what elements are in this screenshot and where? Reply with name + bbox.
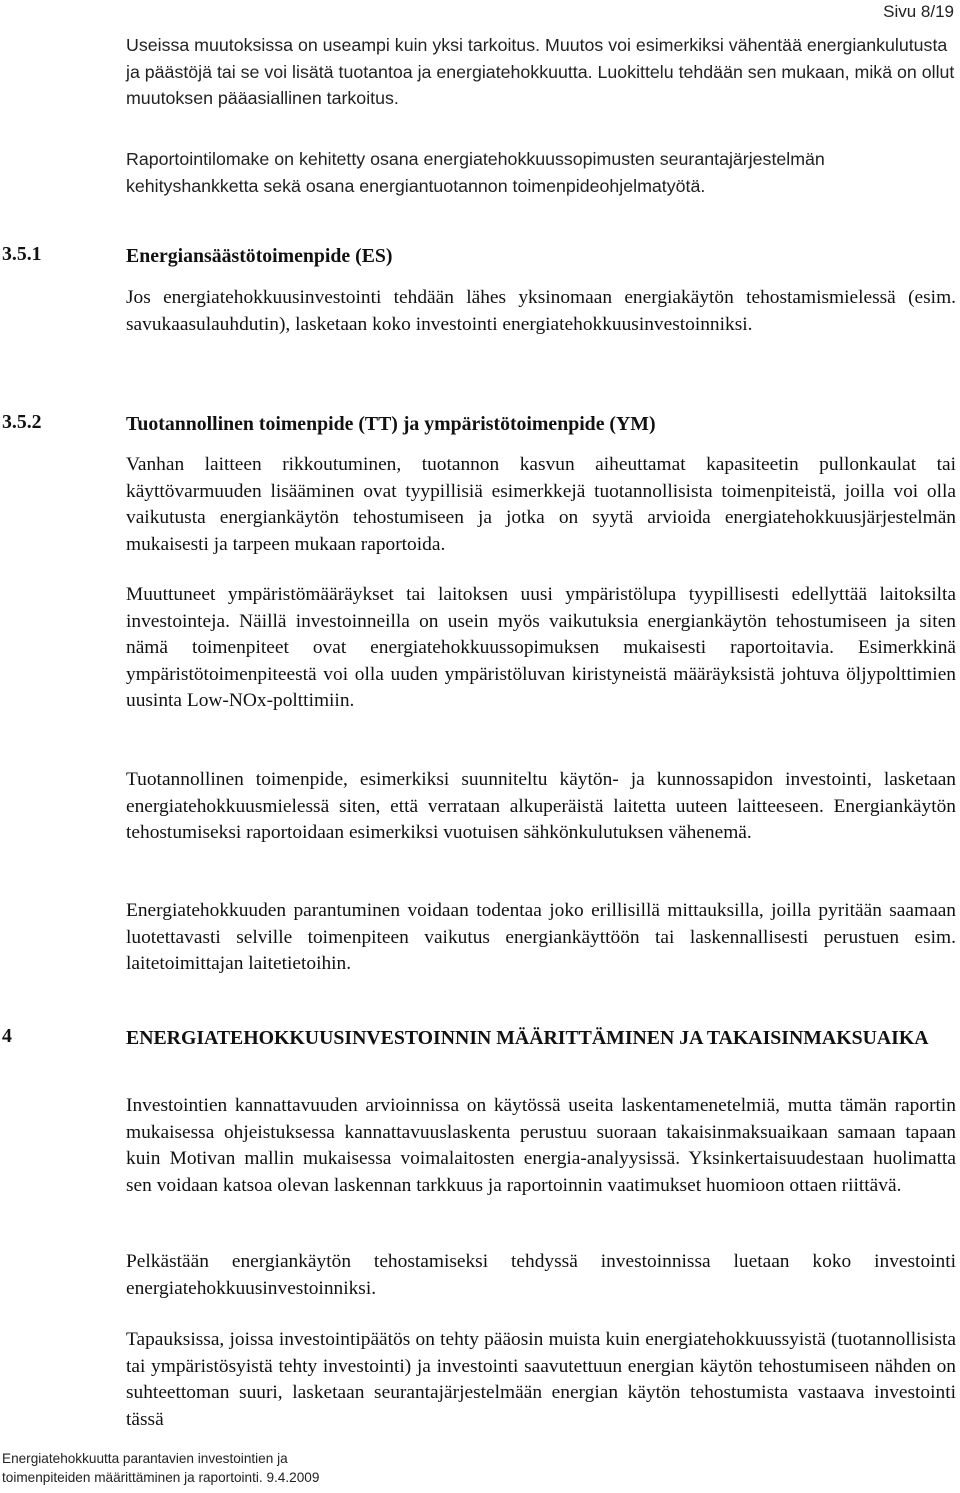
- page-footer: [2, 1449, 319, 1487]
- intro-paragraph-2: Raportointilomake on kehitetty osana energiatehokkuussopimusten seurantajärjestelmän kehityshankketta sekä osana energiantuotannon toimenpideohjelmatyötä.: [126, 149, 825, 196]
- section-352-paragraph-2: Muuttuneet ympäristömääräykset tai laitoksen uusi ympäristölupa tyypillisesti edellyttää laitoksilta investointeja. Näillä investoinneilla on usein myös vaikutuksia energiankäytön tehostumiseen ja siten nämä toimenpiteet ovat energiatehokkuussopimuksen mukaisesti raportoitavia. Esimerkkinä ympäristötoimenpiteestä voi olla uuden ympäristöluvan kiristyneistä määräyksistä johtuva öljypolttimien uusinta Low-NOx-polttimiin.: [126, 584, 956, 712]
- footer-line-1: Energiatehokkuutta parantavien investointien ja: [2, 1451, 288, 1466]
- section-4-paragraph-1: Investointien kannattavuuden arvioinnissa on käytössä useita laskentamenetelmiä, mutta tämän raportin mukaisessa ohjeistuksessa kannattavuuslaskenta perustuu suoraan takaisinmaksuaikaan samaan tapaan kuin Motivan mallin mukaisessa voimalaitosten energia-analyysissä. Yksinkertaisuudestaan huolimatta sen voidaan katsoa olevan laskennan tarkkuus ja raportoinnin vaatimukset huomioon ottaen riittävä.: [126, 1095, 956, 1196]
- section-351-title: Energiansäästötoimenpide (ES): [126, 245, 393, 267]
- section-4-paragraph-2: Pelkästään energiankäytön tehostamiseksi tehdyssä investoinnissa luetaan koko investointi energiatehokkuusinvestoinniksi.: [126, 1251, 956, 1299]
- section-352-number: 3.5.2: [2, 411, 42, 433]
- section-4-title: ENERGIATEHOKKUUSINVESTOINNIN MÄÄRITTÄMINEN JA TAKAISINMAKSUAIKA: [126, 1027, 929, 1049]
- section-352-paragraph-4: Energiatehokkuuden parantuminen voidaan todentaa joko erillisillä mittauksilla, joilla pyritään saamaan luotettavasti selville toimenpiteen vaikutus energiankäyttöön tai laskennallisesti perustuen esim. laitetoimittajan laitetietoihin.: [126, 900, 956, 975]
- section-4-number: 4: [2, 1025, 12, 1047]
- section-352-paragraph-1: Vanhan laitteen rikkoutuminen, tuotannon kasvun aiheuttamat kapasiteetin pullonkaulat tai käyttövarmuuden lisääminen ovat tyypillisiä esimerkkejä tuotannollisista toimenpiteistä, joilla voi olla vaikutusta energiankäytön tehostumiseen ja jotka on syytä arvioida energiatehokkuusjärjestelmän mukaisesti ja tarpeen mukaan raportoida.: [126, 454, 956, 555]
- footer-line-2: toimenpiteiden määrittäminen ja raportointi. 9.4.2009: [2, 1470, 320, 1485]
- page-number: Sivu 8/19: [883, 2, 954, 21]
- section-352-paragraph-3: Tuotannollinen toimenpide, esimerkiksi suunniteltu käytön- ja kunnossapidon investointi, lasketaan energiatehokkuusmielessä siten, että verrataan alkuperäistä laitetta uuteen laitteeseen. Energiankäytön tehostumiseksi raportoidaan esimerkiksi vuotuisen sähkönkulutuksen vähenemä.: [126, 769, 956, 844]
- section-352-title: Tuotannollinen toimenpide (TT) ja ympäristötoimenpide (YM): [126, 413, 656, 435]
- section-4-paragraph-3: Tapauksissa, joissa investointipäätös on tehty pääosin muista kuin energiatehokkuussyistä (tuotannollisista tai ympäristösyistä tehty investointi) ja investointi saavutettuun energian käytön tehostumiseen nähden on suhteettoman suuri, lasketaan seurantajärjestelmään energian käytön tehostumista vastaava investointi tässä: [126, 1329, 956, 1430]
- intro-paragraph-1: Useissa muutoksissa on useampi kuin yksi tarkoitus. Muutos voi esimerkiksi vähentää energiankulutusta ja päästöjä tai se voi lisätä tuotantoa ja energiatehokkuutta. Luokittelu tehdään sen mukaan, mikä on ollut muutoksen pääasiallinen tarkoitus.: [126, 35, 955, 109]
- section-351-paragraph-1: Jos energiatehokkuusinvestointi tehdään lähes yksinomaan energiakäytön tehostamismielessä (esim. savukaasulauhdutin), lasketaan koko investointi energiatehokkuusinvestoinniksi.: [126, 287, 956, 335]
- section-351-number: 3.5.1: [2, 243, 42, 265]
